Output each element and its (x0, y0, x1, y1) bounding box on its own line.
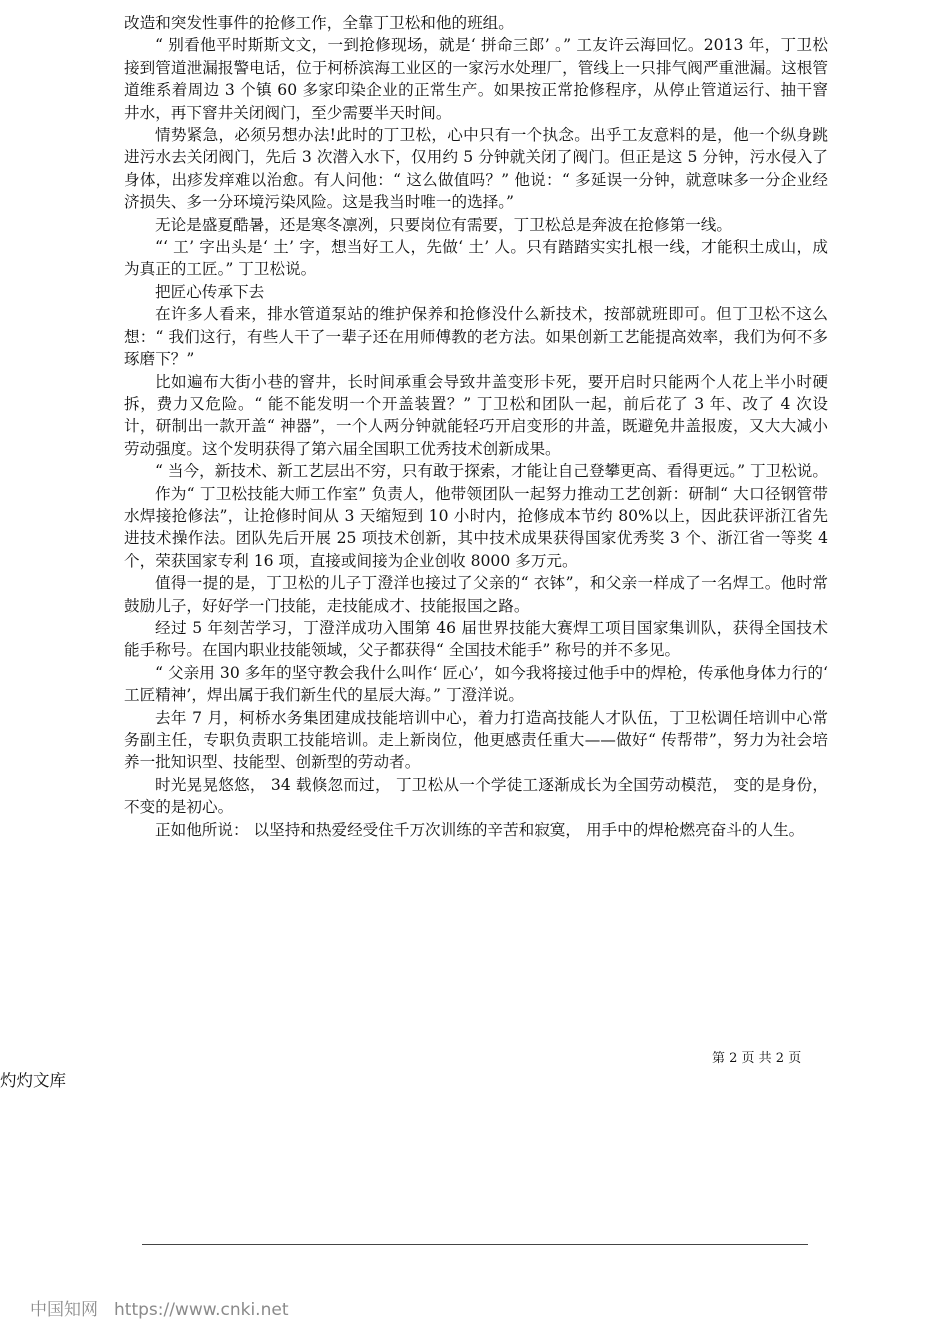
page-number: 第 2 页 共 2 页 (712, 1051, 802, 1066)
paragraph: “ 别看他平时斯斯文文，一到抢修现场，就是‘ 拼命三郎’ 。” 工友许云海回忆。2013 年，丁卫松接到管道泄漏报警电话，位于柯桥滨海工业区的一家污水处理厂，管线上一只排气阀严重泄漏。这根管道维系着周边 3 个镇 60 多家印染企业的正常生产。如果按正常抢修程序，从停止管道运行、抽干窨井水，再下窨井关闭阀门，至少需要半天时间。 (124, 36, 828, 122)
footer (30, 1295, 288, 1320)
paragraph: “ 父亲用 30 多年的坚守教会我什么叫作‘ 匠心’，如今我将接过他手中的焊枪，传承他身体力行的‘ 工匠精神’，焊出属于我们新生代的星辰大海。” 丁澄洋说。 (124, 663, 828, 705)
paragraph: 值得一提的是，丁卫松的儿子丁澄洋也接过了父亲的“ 衣钵”，和父亲一样成了一名焊工。他时常鼓励儿子，好好学一门技能，走技能成才、技能报国之路。 (124, 574, 828, 615)
site-name: 中国知网 (30, 1300, 98, 1320)
site-url-link[interactable]: https://www.cnki.net (114, 1300, 289, 1320)
paragraph: 情势紧急，必须另想办法!此时的丁卫松，心中只有一个执念。出乎工友意料的是，他一个纵身跳进污水去关闭阀门，先后 3 次潜入水下，仅用约 5 分钟就关闭了阀门。但正是这 5 分钟，污水侵入了身体，出疹发痒难以治愈。有人问他：“ 这么做值吗？” 他说：“ 多延误一分钟，就意味多一分企业经济损失、多一分环境污染风险。这是我当时唯一的选择。” (124, 126, 828, 212)
paragraph: “‘ 工’ 字出头是‘ 土’ 字，想当好工人，先做‘ 土’ 人。只有踏踏实实扎根一线，才能积土成山，成为真正的工匠。” 丁卫松说。 (124, 238, 828, 279)
paragraph: 作为“ 丁卫松技能大师工作室” 负责人，他带领团队一起努力推动工艺创新：研制“ 大口径钢管带水焊接抢修法”，让抢修时间从 3 天缩短到 10 小时内，抢修成本节约 80%以上，因此获评浙江省先进技术操作法。团队先后开展 25 项技术创新，其中技术成果获得国家优秀奖 3 个、浙江省一等奖 4 个，荣获国家专利 16 项，直接或间接为企业创收 8000 多万元。 (124, 484, 828, 570)
paragraph: 正如他所说： 以坚持和热爱经受住千万次训练的辛苦和寂寞， 用手中的焊枪燃亮奋斗的人生。 (155, 820, 805, 839)
paragraph: 时光晃晃悠悠， 34 载倏忽而过， 丁卫松从一个学徒工逐渐成长为全国劳动模范， 变的是身份，不变的是初心。 (124, 775, 828, 817)
paragraph: 无论是盛夏酷暑，还是寒冬凛冽，只要岗位有需要，丁卫松总是奔波在抢修第一线。 (155, 215, 732, 234)
paragraph: 把匠心传承下去 (155, 282, 265, 301)
paragraph: 去年 7 月，柯桥水务集团建成技能培训中心，着力打造高技能人才队伍，丁卫松调任培训中心常务副主任，专职负责职工技能培训。走上新岗位，他更感责任重大——做好“ 传帮带”，努力为社会培养一批知识型、技能型、创新型的劳动者。 (124, 708, 828, 772)
paragraph: “ 当今，新技术、新工艺层出不穷，只有敢于探索，才能让自己登攀更高、看得更远。” 丁卫松说。 (155, 462, 828, 481)
paragraph: 在许多人看来，排水管道泵站的维护保养和抢修没什么新技术，按部就班即可。但丁卫松不这么想：“ 我们这行，有些人干了一辈子还在用师傅教的老方法。如果创新工艺能提高效率，我们为何不多琢磨下？” (124, 305, 828, 369)
paragraph: 比如遍布大街小巷的窨井，长时间承重会导致井盖变形卡死，要开启时只能两个人花上半小时硬拆，费力又危险。“ 能不能发明一个开盖装置？” 丁卫松和团队一起，前后花了 3 年、改了 4 次设计，研制出一款开盖“ 神器”，一个人两分钟就能轻巧开启变形的井盖，既避免井盖报废，又大大减小劳动强度。这个发明获得了第六届全国职工优秀技术创新成果。 (124, 372, 828, 458)
article-body (124, 12, 828, 841)
library-name: 灼灼文库 (0, 1071, 66, 1090)
paragraph: 经过 5 年刻苦学习，丁澄洋成功入围第 46 届世界技能大赛焊工项目国家集训队，获得全国技术能手称号。在国内职业技能领域，父子都获得“ 全国技术能手” 称号的并不多见。 (124, 618, 828, 660)
footer-divider (142, 1244, 808, 1245)
paragraph: 改造和突发性事件的抢修工作，全靠丁卫松和他的班组。 (124, 14, 514, 32)
